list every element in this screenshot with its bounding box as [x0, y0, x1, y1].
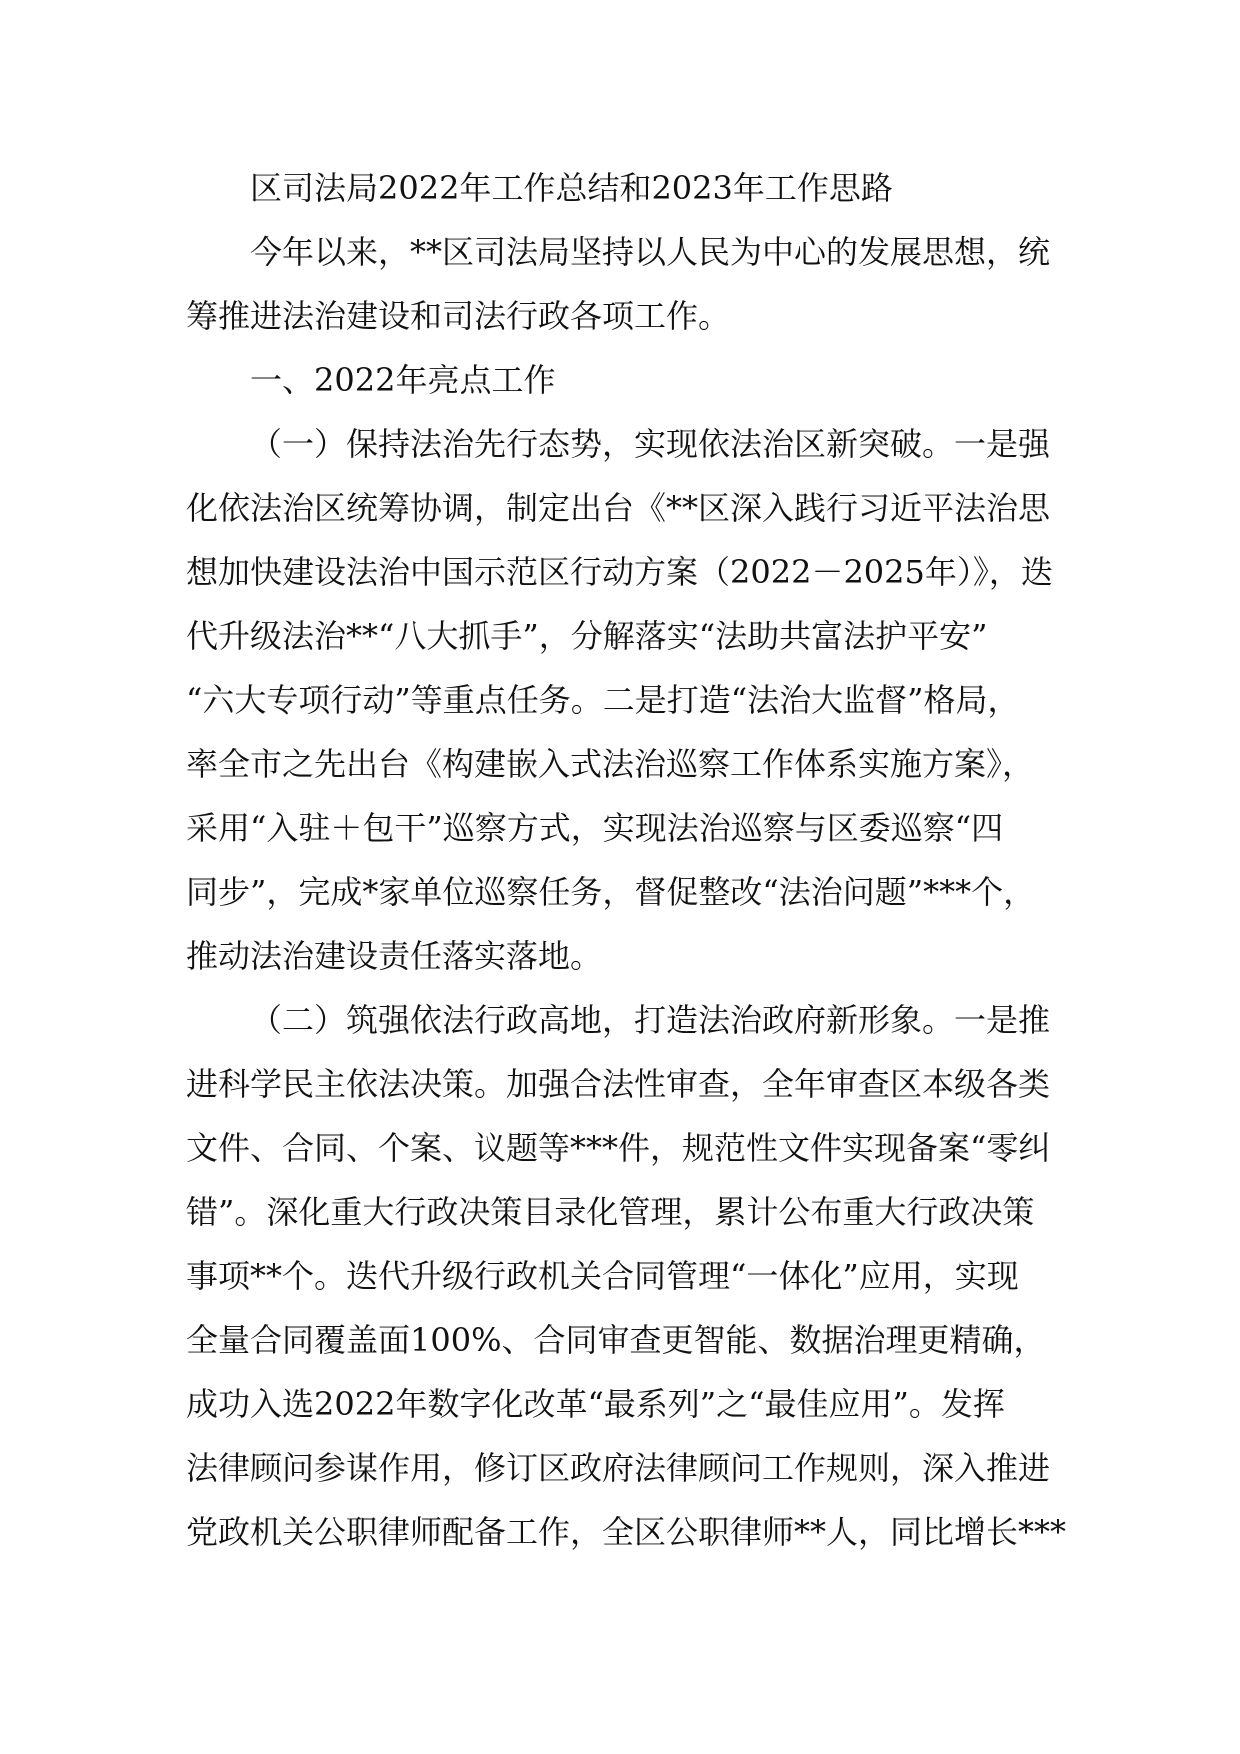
subsection-2-line: （二）筑强依法行政高地，打造法治政府新形象。一是推	[250, 1001, 1051, 1039]
subsection-1-line: 化依法治区统筹协调，制定出台《**区深入践行习近平法治思	[186, 489, 1051, 527]
document-title: 区司法局2022年工作总结和2023年工作思路	[250, 169, 893, 207]
subsection-2-line: 事项**个。迭代升级行政机关合同管理“一体化”应用，实现	[186, 1257, 1019, 1295]
subsection-1-line: 推动法治建设责任落实落地。	[186, 937, 603, 975]
subsection-1-line: （一）保持法治先行态势，实现依法治区新突破。一是强	[250, 425, 1051, 463]
intro-line-2: 筹推进法治建设和司法行政各项工作。	[186, 297, 731, 335]
section-heading: 一、2022年亮点工作	[250, 361, 556, 399]
subsection-2-line: 党政机关公职律师配备工作，全区公职律师**人，同比增长***	[186, 1513, 1067, 1551]
subsection-1-line: 想加快建设法治中国示范区行动方案（2022－2025年）》，迭	[186, 553, 1053, 591]
subsection-1-line: 率全市之先出台《构建嵌入式法治巡察工作体系实施方案》，	[186, 745, 1035, 783]
subsection-2-line: 成功入选2022年数字化改革“最系列”之“最佳应用”。发挥	[186, 1385, 1005, 1423]
intro-line-1: 今年以来，**区司法局坚持以人民为中心的发展思想，统	[250, 233, 1051, 271]
subsection-2-line: 进科学民主依法决策。加强合法性审查，全年审查区本级各类	[186, 1065, 1051, 1103]
subsection-1-line: 同步”，完成*家单位巡察任务，督促整改“法治问题”***个，	[186, 873, 1036, 911]
subsection-2-line: 错”。深化重大行政决策目录化管理，累计公布重大行政决策	[186, 1193, 1035, 1231]
subsection-2-line: 文件、合同、个案、议题等***件，规范性文件实现备案“零纠	[186, 1129, 1051, 1167]
subsection-2-line: 全量合同覆盖面100%、合同审查更智能、数据治理更精确，	[186, 1321, 1046, 1359]
document-body	[186, 166, 1082, 1574]
subsection-1-line: 采用“入驻＋包干”巡察方式，实现法治巡察与区委巡察“四	[186, 809, 1004, 847]
subsection-1-line: 代升级法治**“八大抓手”，分解落实“法助共富法护平安”	[186, 617, 988, 655]
subsection-2-line: 法律顾问参谋作用，修订区政府法律顾问工作规则，深入推进	[186, 1449, 1051, 1487]
subsection-1-line: “六大专项行动”等重点任务。二是打造“法治大监督”格局，	[186, 681, 1020, 719]
